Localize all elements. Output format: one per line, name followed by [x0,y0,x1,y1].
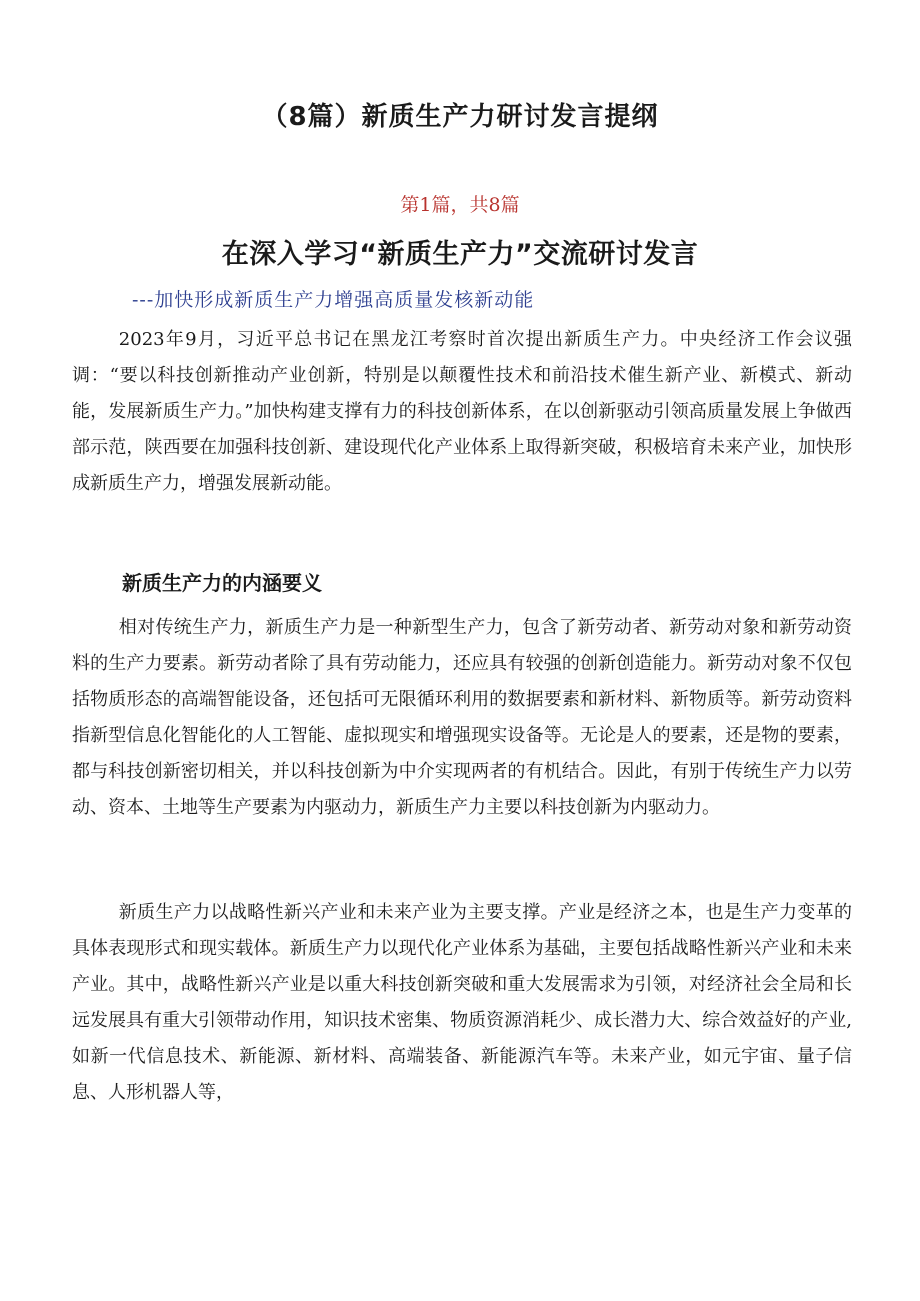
paragraph-intro: 2023年9月，习近平总书记在黑龙江考察时首次提出新质生产力。中央经济工作会议强调：“要以科技创新推动产业创新，特别是以颠覆性技术和前沿技术催生新产业、新模式、新动能，发展新质生产力。”加快构建支撑有力的科技创新体系，在以创新驱动引领高质量发展上争做西部示范，陕西要在加强科技创新、建设现代化产业体系上取得新突破，积极培育未来产业，加快形成新质生产力，增强发展新动能。 [72,329,852,494]
article-subtitle: ---加快形成新质生产力增强高质量发核新动能 [132,289,535,311]
document-title: （8篇）新质生产力研讨发言提纲 [261,102,659,132]
article-title: 在深入学习“新质生产力”交流研讨发言 [221,239,699,270]
paragraph-connotation: 相对传统生产力，新质生产力是一种新型生产力，包含了新劳动者、新劳动对象和新劳动资料的生产力要素。新劳动者除了具有劳动能力，还应具有较强的创新创造能力。新劳动对象不仅包括物质形态的高端智能设备，还包括可无限循环利用的数据要素和新材料、新物质等。新劳动资料指新型信息化智能化的人工智能、虚拟现实和增强现实设备等。无论是人的要素，还是物的要素，都与科技创新密切相关，并以科技创新为中介实现两者的有机结合。因此，有别于传统生产力以劳动、资本、土地等生产要素为内驱动力，新质生产力主要以科技创新为内驱动力。 [72,617,852,818]
section-heading: 新质生产力的内涵要义 [122,571,322,595]
paragraph-industries: 新质生产力以战略性新兴产业和未来产业为主要支撑。产业是经济之本，也是生产力变革的具体表现形式和现实载体。新质生产力以现代化产业体系为基础，主要包括战略性新兴产业和未来产业。其中，战略性新兴产业是以重大科技创新突破和重大发展需求为引领，对经济社会全局和长远发展具有重大引领带动作用，知识技术密集、物质资源消耗少、成长潜力大、综合效益好的产业,如新一代信息技术、新能源、新材料、高端装备、新能源汽车等。未来产业，如元宇宙、量子信息、人形机器人等， [72,902,852,1103]
part-indicator: 第1篇，共8篇 [400,194,520,216]
